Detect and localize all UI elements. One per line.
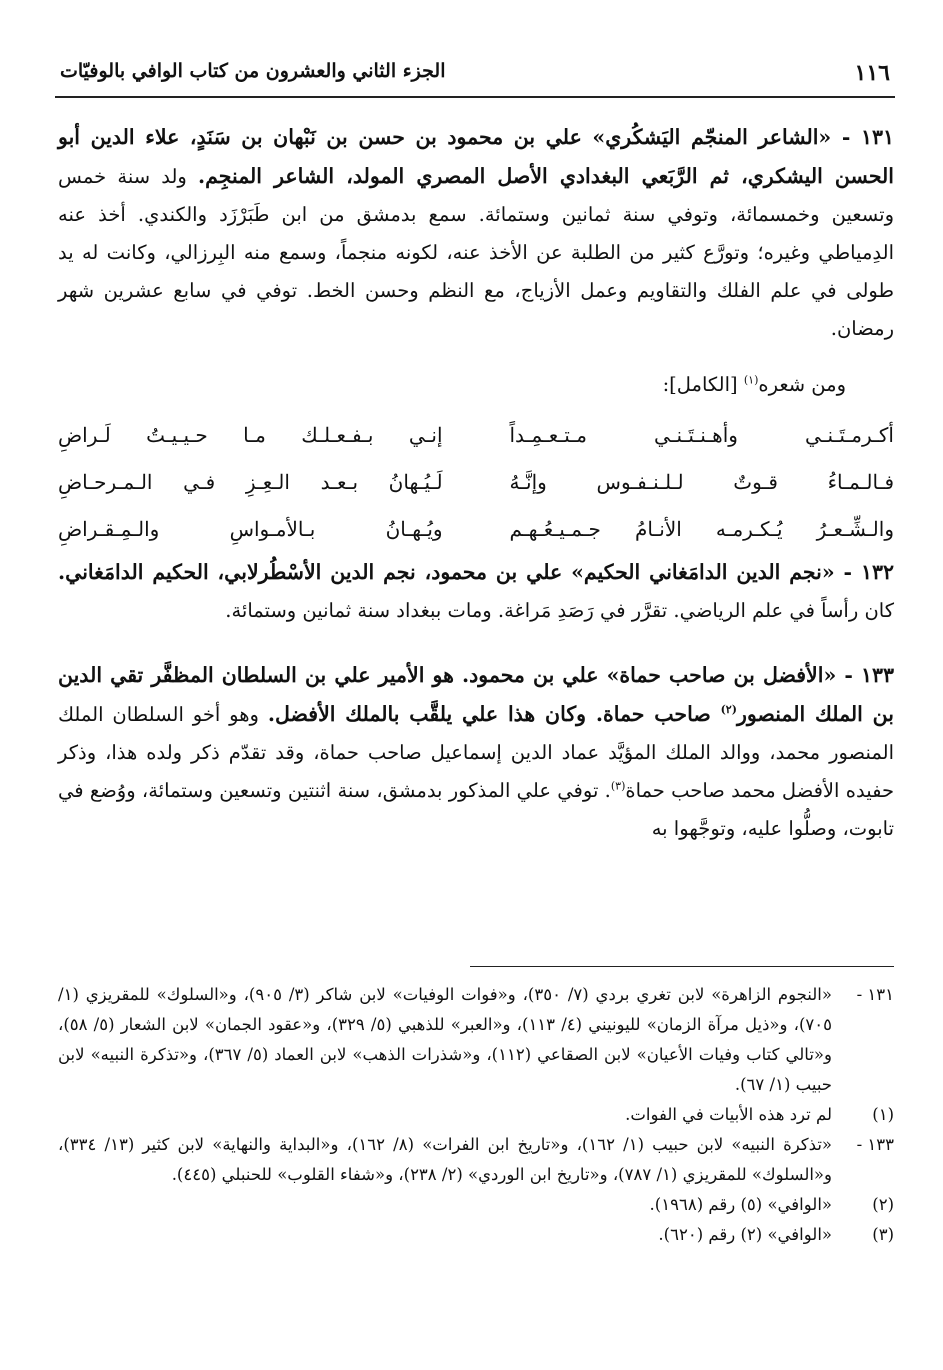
page-number: ١١٦ [854,60,890,86]
verse-first-hemistich: فـالـمـاءُ قـوتٌ لـلـنـفـوس وإنَّـهُ [509,470,894,494]
footnote-text: «الوافي» (٥) رقم (١٩٦٨). [649,1195,832,1214]
verse-second-hemistich: ويُـهـانُ بـالأمـواسِ والـمِـقـراضِ [58,517,443,541]
footnote [58,1220,894,1250]
footnote-label: (١) [872,1105,894,1124]
main-text [58,118,894,848]
entry-131-heading: ١٣١ - «الشاعر المنجّم اليَشكُري» علي بن محمود بن حسن بن نَبْهان بن سَنَدٍ، علاء الدين أبو الحسن اليشكري، ثم الرَّبَعي البغدادي الأصل المصري المولد، الشاعر المنجِم. [58,125,894,188]
footnotes [58,980,894,1250]
footnote-text: «الوافي» (٢) رقم (٦٢٠). [658,1225,832,1244]
running-title: الجزء الثاني والعشرون من كتاب الوافي بالوفيّات [60,60,446,82]
footnote-label: ١٣١ - [856,985,894,1004]
entry-131 [58,118,894,348]
entry-133: ١٣٣ - «الأفضل بن صاحب حماة» علي بن محمود. هو الأمير علي بن السلطان المظفَّر تقي الدين بن الملك المنصور$^{(٢)}$ صاحب حماة. وكان هذا علي يلقَّب بالملك الأفضل. وهو أخو السلطان الملك المنصور محمد، ووالد الملك المؤيَّد عماد الدين إسماعيل صاحب حماة، وقد تقدّم ذكر ولده هذا، وذكر حفيده الأفضل محمد صاحب حماة$^{(٣)}$. توفي علي المذكور بدمشق، سنة اثنتين وتسعين وستمائة، ووُضع في تابوت، وصلُّوا عليه، وتوجَّهوا به [58,663,894,840]
footnote [58,1190,894,1220]
page-header [60,60,890,90]
entry-132-heading: ١٣٢ - «نجم الدين الدامَغاني الحكيم» علي بن محمود، نجم الدين الأسْطُرلابي، الحكيم الدامَغاني. [58,560,894,584]
entry-133-body: وهو أخو السلطان الملك المنصور محمد، ووالد الملك المؤيَّد عماد الدين إسماعيل صاحب حماة، وقد تقدّم ذكر ولده هذا، وذكر حفيده الأفضل محمد صاحب حماة [58,703,894,802]
footnote [58,980,894,1100]
footnote-text: «تذكرة النبيه» لابن حبيب (١/ ١٦٢)، و«تاريخ ابن الفرات» (٨/ ١٦٢)، و«البداية والنهاية» لابن كثير (١٣/ ٣٣٤)، و«السلوك» للمقريزي (١/ ٧٨٧)، و«تاريخ ابن الوردي» (٢/ ٢٣٨)، و«شفاء القلوب» للحنبلي (٤٤٥). [58,1135,833,1184]
footnote-label: (٣) [872,1225,894,1244]
verse-second-hemistich: لَـيُـهانُ بـعـد الـعِـزِ فـي الـمـرحـاضِ [58,470,443,494]
entry-131-body: ولد سنة خمس وتسعين وخمسمائة، وتوفي سنة ثمانين وستمائة. سمع بدمشق من ابن طَبَرْزَد والكندي. أخذ عنه الدِمياطي وغيره؛ وتورَّع كثير من الطلبة عن الأخذ عنه، لكونه منجماً، وسمع منه البِرزالي، وكانت له يد طولى في علم الفلك والتقاويم وعمل الأزياج، مع النظم وحسن الخط. توفي في سابع عشرين شهر رمضان. [58,165,894,340]
entry-132 [58,553,894,630]
poem-intro: ومن شعره$^{(١)}$ [الكامل]: [662,373,846,396]
footnote [58,1100,894,1130]
footnote-ref-3: (٣) [610,779,626,793]
footnote-ref-1: (١) [743,373,759,387]
poem [58,412,894,553]
header-rule [55,96,895,98]
verse-second-hemistich: إنـي بـفـعـلـك مـا حـيـيـتُ لَـراضِ [58,423,443,447]
verse [58,459,894,506]
verse [58,506,894,553]
footnote-label: ١٣٣ - [856,1135,894,1154]
entry-132-body: كان رأساً في علم الرياضي. تقرَّر في رَصَدِ مَراغة. ومات ببغداد سنة ثمانين وستمائة. [225,599,894,622]
verse [58,412,894,459]
verse-first-hemistich: والـشِّـعـرُ يُـكـرمـه الأنـامُ جـمـيـعُـهـم [509,517,894,541]
footnote-ref-2: (٢) [720,703,737,717]
verse-first-hemistich: أكـرمـتَـنـي وأهـنـتَـنـي مـتـعـمِـداً [509,423,894,447]
entry-133-heading: ١٣٣ - «الأفضل بن صاحب حماة» علي بن محمود. هو الأمير علي بن السلطان المظفَّر تقي الدين بن الملك المنصور$^{(٢)}$ صاحب حماة. وكان هذا علي يلقَّب بالملك الأفضل. [58,663,894,726]
footnote-text: لم ترد هذه الأبيات في الفوات. [625,1105,832,1124]
footnote [58,1130,894,1190]
footnote-text: «النجوم الزاهرة» لابن تغري بردي (٧/ ٣٥٠)، و«فوات الوفيات» لابن شاكر (٣/ ٩٠٥)، و«السلوك» للمقريزي (١/ ٧٠٥)، و«ذيل مرآة الزمان» لليونيني (٤/ ١١٣)، و«العبر» للذهبي (٥/ ٣٢٩)، و«عقود الجمان» لابن الشعار (٥/ ٥٨)، و«تالي كتاب وفيات الأعيان» لابن الصقاعي (١١٢)، و«شذرات الذهب» لابن العماد (٥/ ٣٦٧)، و«تذكرة النبيه» لابن حبيب (١/ ٦٧). [58,985,833,1094]
footnote-rule [470,966,894,967]
footnote-label: (٢) [872,1195,894,1214]
